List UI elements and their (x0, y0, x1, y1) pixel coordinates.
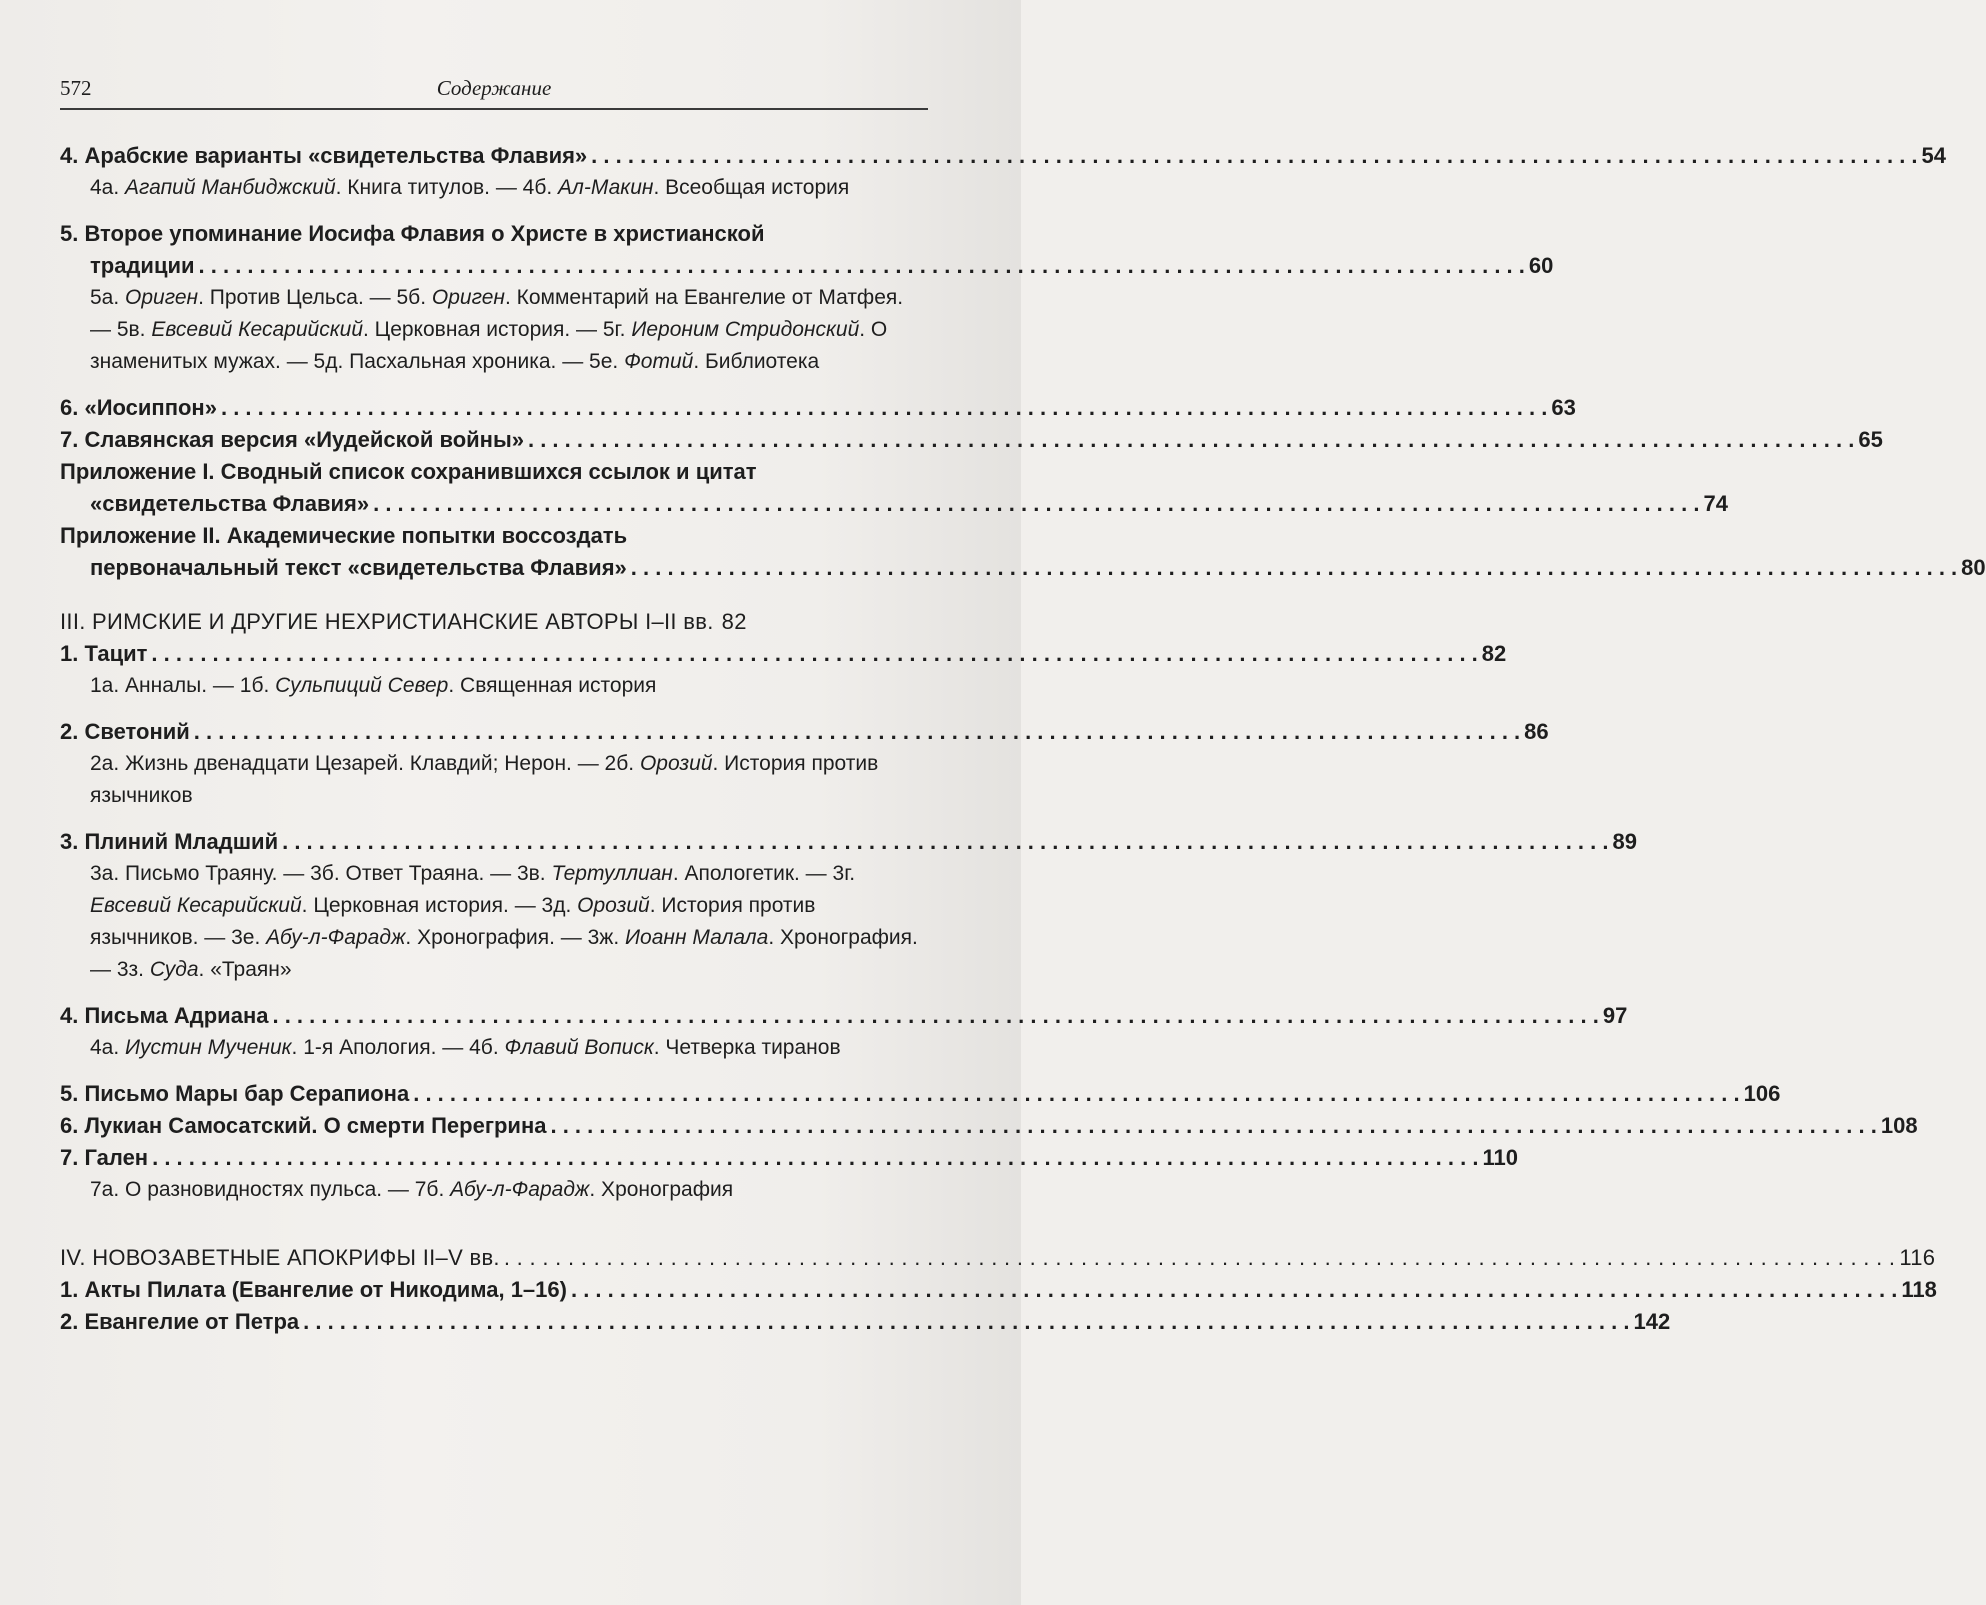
page-ref: 116 (1899, 1245, 1936, 1270)
toc-subentries (60, 670, 928, 702)
author-name: Абу-л-Фарадж (450, 1178, 590, 1201)
page-ref: 108 (1880, 1113, 1918, 1138)
subentry-text: . История против язычников. — 3е. (90, 894, 816, 949)
subentry-text: 2а. Жизнь двенадцати Цезарей. Клавдий; Нерон. — 2б. (90, 752, 640, 775)
toc-entry[interactable]: 3. Плиний Младший . . . 89 (60, 826, 928, 858)
toc-subentries (60, 1032, 928, 1064)
toc-entry-line[interactable]: Приложение II. Академические попытки воссоздать (60, 523, 628, 548)
page-ref: 89 (1612, 829, 1637, 854)
author-name: Евсевий Кесарийский (151, 318, 363, 341)
toc-section[interactable]: IV. НОВОЗАВЕТНЫЕ АПОКРИФЫ II–V вв. . . . 116 (60, 1242, 928, 1274)
subentry-text: . Хронография. — 3ж. (405, 926, 626, 949)
subentry-text: . Церковная история. — 5г. (363, 318, 632, 341)
subentry-text: . История против язычников (90, 752, 879, 807)
toc-entry[interactable]: 2. Светоний . . . 86 (60, 716, 928, 748)
author-name: Ал-Макин (558, 176, 654, 199)
toc-entry[interactable]: 7. Славянская версия «Иудейской войны» . . . 65 (60, 424, 928, 456)
author-name: Иоанн Малала (625, 926, 769, 949)
page-ref: 65 (1858, 427, 1883, 452)
toc-entry[interactable]: 7. Гален . . . 110 (60, 1142, 928, 1174)
running-header (60, 74, 928, 110)
author-name: Абу-л-Фарадж (266, 926, 406, 949)
subentry-text: 4а. (90, 1036, 126, 1059)
author-name: Иероним Стридонский (631, 318, 860, 341)
page-ref: 82 (721, 609, 747, 634)
toc-subentries (60, 282, 928, 378)
toc-entry[interactable]: 2. Евангелие от Петра . . . 142 (60, 1306, 928, 1338)
author-name: Сульпиций Север (275, 674, 449, 697)
toc-subentries (60, 748, 928, 812)
header-title: Содержание (436, 76, 552, 100)
page-ref: 142 (1633, 1309, 1671, 1334)
table-of-contents (60, 140, 1986, 1338)
author-name: Тертуллиан (551, 862, 673, 885)
page-ref: 60 (1528, 253, 1554, 278)
author-name: Орозий (639, 752, 713, 775)
page-ref: 106 (1743, 1081, 1781, 1106)
subentry-text: 5а. (90, 286, 126, 309)
page-ref: 97 (1602, 1003, 1628, 1028)
page-ref: 118 (1901, 1277, 1937, 1302)
page-ref: 63 (1551, 395, 1576, 420)
author-name: Агапий Манбиджский (125, 176, 336, 199)
toc-entry[interactable]: «свидетельства Флавия» . . . 74 (60, 488, 928, 520)
toc-entry[interactable]: 6. Лукиан Самосатский. О смерти Перегрина . . . 108 (60, 1110, 928, 1142)
subentry-text: 7а. О разновидностях пульса. — 7б. (90, 1178, 451, 1201)
subentry-text: 1а. Анналы. — 1б. (90, 674, 276, 697)
subentry-text: . Хронография (589, 1178, 734, 1201)
author-name: Иустин Мученик (125, 1036, 292, 1059)
subentry-text: . Против Цельса. — 5б. (198, 286, 432, 309)
toc-entry[interactable]: традиции . . . 60 (60, 250, 928, 282)
subentry-text: . 1-я Апология. — 4б. (291, 1036, 505, 1059)
page-ref: 86 (1524, 719, 1549, 744)
page-number: 572 (60, 76, 92, 100)
page-ref: 54 (1921, 143, 1947, 168)
subentry-text: . Библиотека (693, 350, 820, 373)
subentry-text: . О знаменитых мужах. — 5д. Пасхальная хроника. — 5е. (90, 318, 888, 373)
toc-entry[interactable]: 1. Акты Пилата (Евангелие от Никодима, 1–16) . . . 118 (60, 1274, 928, 1306)
subentry-text: 4а. (90, 176, 126, 199)
page-ref: 74 (1703, 491, 1728, 516)
author-name: Евсевий Кесарийский (90, 894, 302, 917)
toc-section[interactable]: III. РИМСКИЕ И ДРУГИЕ НЕХРИСТИАНСКИЕ АВТОРЫ I–II вв. 82 (60, 606, 928, 638)
subentry-text: . Всеобщая история (653, 176, 850, 199)
author-name: Суда (149, 958, 199, 981)
subentry-text: . Книга титулов. — 4б. (335, 176, 559, 199)
page-ref: 110 (1482, 1145, 1518, 1170)
toc-subentries (60, 858, 928, 986)
page-ref: 82 (1481, 641, 1507, 666)
toc-subentries (60, 1174, 928, 1206)
toc-entry[interactable]: первоначальный текст «свидетельства Флавия» . . . 80 (60, 552, 928, 584)
author-name: Ориген (125, 286, 199, 309)
subentry-text: . Четверка тиранов (653, 1036, 841, 1059)
page-ref: 80 (1961, 555, 1986, 580)
toc-entry[interactable]: 5. Письмо Мары бар Серапиона . . . 106 (60, 1078, 928, 1110)
toc-entry[interactable]: 1. Тацит . . . 82 (60, 638, 928, 670)
subentry-text: 3а. Письмо Траяну. — 3б. Ответ Траяна. — 3в. (90, 862, 552, 885)
subentry-text: . Священная история (448, 674, 657, 697)
toc-entry[interactable]: 4. Письма Адриана . . . 97 (60, 1000, 928, 1032)
author-name: Ориген (431, 286, 505, 309)
author-name: Флавий Вописк (504, 1036, 654, 1059)
toc-entry-line[interactable]: Приложение I. Сводный список сохранившихся ссылок и цитат (60, 459, 757, 484)
subentry-text: . Комментарий на Евангелие от Матфея. — 5в. (90, 286, 904, 341)
subentry-text: . Хронография. — 3з. (90, 926, 918, 981)
toc-entry[interactable]: 6. «Иосиппон» . . . 63 (60, 392, 928, 424)
author-name: Орозий (577, 894, 650, 917)
author-name: Фотий (624, 350, 694, 373)
toc-entry-line[interactable]: 5. Второе упоминание Иосифа Флавия о Христе в христианской (60, 221, 765, 246)
subentry-text: . Апологетик. — 3г. (672, 862, 856, 885)
toc-subentries (60, 172, 928, 204)
subentry-text: . «Траян» (198, 958, 292, 981)
toc-entry[interactable]: 4. Арабские варианты «свидетельства Флавия» . . . 54 (60, 140, 928, 172)
subentry-text: . Церковная история. — 3д. (301, 894, 578, 917)
